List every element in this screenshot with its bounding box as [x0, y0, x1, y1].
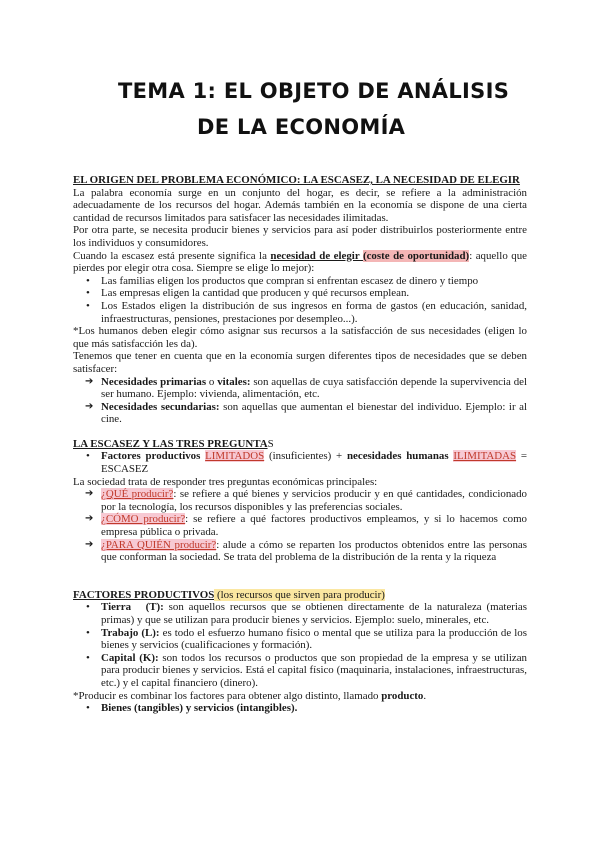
heading-text: LA ESCASEZ Y LAS TRES PREGUNTA: [73, 437, 268, 450]
text: (insuficientes) +: [264, 450, 347, 463]
list-item: [73, 627, 527, 652]
text: : se refiere a qué factores productivos empleamos, y si lo hacemos como empresa pública o privada.: [101, 513, 527, 539]
list-item: • Las familias eligen los productos que compran si enfrentan escasez de dinero y tiempo: [73, 275, 527, 288]
text: : aquello que pierdes por elegir otra cosa. Siempre se elige lo mejor):: [73, 249, 527, 275]
paragraph: Por otra parte, se necesita producir bienes y servicios para así poder distribuirlos posteriormente entre los individuos y consumidores.: [73, 224, 527, 249]
title-line-2: DE LA ECONOMÍA: [197, 115, 406, 139]
list-item: [73, 652, 527, 690]
list-item: • Los Estados eligen la distribución de sus ingresos en forma de gastos (en educación, sanidad, infraestructuras, pensiones, prestaciones por desempleo...).: [73, 300, 527, 325]
text: = ESCASEZ: [101, 450, 527, 476]
text: .: [423, 689, 427, 702]
list-item: [73, 513, 527, 538]
text: Cuando la escasez está presente significa la: [73, 249, 271, 262]
list-item: • Las empresas eligen la cantidad que producen y qué recursos emplean.: [73, 287, 527, 300]
choices-list: [73, 275, 527, 325]
term: Necesidades secundarias:: [101, 400, 220, 413]
question-como: ¿CÓMO producir?: [101, 513, 186, 526]
questions-list: [73, 488, 527, 564]
term: necesidades humanas: [346, 450, 449, 463]
paragraph: [73, 250, 527, 275]
term-code: (T):: [131, 601, 164, 614]
text: son todos los recursos o productos que son propiedad de la empresa y se utilizan para producir bienes y servicios. Está el capital físico (maquinaria, instalaciones, infraestructuras, etc.) y el capital financiero (dinero).: [101, 651, 527, 689]
term-code: (L):: [138, 626, 160, 639]
text: son aquellos recursos que se obtienen directamente de la naturaleza (materias primas) y que se utilizan para producir bienes y servicios. Ejemplo: suelo, minerales, etc.: [101, 601, 528, 626]
note: *Los humanos deben elegir cómo asignar sus recursos a la satisfacción de sus necesidades (eligen lo que más satisfacción les da).: [73, 325, 527, 350]
text: : alude a cómo se reparten los productos obtenidos entre las personas que conforman la sociedad. Se trata del problema de la distribución de la renta y la riqueza: [101, 538, 527, 564]
section-heading-escasez: [73, 438, 527, 451]
text: son aquellas que aumentan el bienestar del individuo. Ejemplo: ir al cine.: [101, 400, 527, 426]
term: producto: [381, 689, 424, 702]
term: Capital: [101, 651, 136, 664]
highlight-necesidad-elegir: necesidad de elegir: [270, 249, 363, 262]
text: o: [206, 375, 218, 388]
escasez-list: [73, 450, 527, 475]
term: Factores productivos: [101, 450, 206, 463]
question-que: ¿QUÉ producir?: [101, 488, 174, 501]
paragraph: Tenemos que tener en cuenta que en la economía surgen diferentes tipos de necesidades que se deben satisfacer:: [73, 350, 527, 375]
list-item: [73, 539, 527, 564]
list-item: [73, 488, 527, 513]
factors-list: [73, 601, 527, 689]
heading-text: S: [267, 437, 274, 450]
spacer: [73, 426, 527, 438]
section-heading-origen: EL ORIGEN DEL PROBLEMA ECONÓMICO: LA ESCASEZ, LA NECESIDAD DE ELEGIR: [73, 174, 520, 186]
needs-list: [73, 376, 527, 426]
text: son aquellas de cuya satisfacción depende la supervivencia del ser humano. Ejemplo: vivienda, alimentación, etc.: [101, 375, 527, 401]
term: vitales:: [217, 375, 251, 388]
text: *Producir es combinar los factores para obtener algo distinto, llamado: [73, 689, 382, 702]
text: es todo el esfuerzo humano físico o mental que se utiliza para la producción de los bienes y servicios (cualificaciones y formación).: [101, 626, 527, 652]
list-item: [73, 401, 527, 426]
note: [73, 690, 527, 703]
term-code: (K):: [135, 651, 159, 664]
paragraph: La sociedad trata de responder tres preguntas económicas principales:: [73, 475, 378, 488]
list-item: [73, 601, 527, 626]
highlight-limitados: LIMITADOS: [205, 450, 265, 463]
list-item: [73, 450, 527, 475]
title-line-1: TEMA 1: EL OBJETO DE ANÁLISIS: [118, 79, 510, 103]
text: : se refiere a qué bienes y servicios producir y en qué cantidades, condicionado por la tecnología, los recursos disponibles y las preferencias sociales.: [101, 488, 528, 513]
spacer: [73, 564, 527, 589]
products-list: [73, 702, 527, 715]
list-item: [73, 702, 527, 715]
heading-note: (los recursos que sirven para producir): [214, 588, 385, 601]
highlight-coste-oportunidad: (coste de oportunidad): [362, 249, 470, 262]
term: Bienes (tangibles) y servicios (intangibles).: [101, 702, 298, 715]
document-body: [73, 174, 527, 715]
list-item: [73, 376, 527, 401]
term: Trabajo: [101, 626, 139, 639]
highlight-ilimitadas: ILIMITADAS: [453, 450, 517, 463]
heading-text: FACTORES PRODUCTIVOS: [73, 588, 215, 601]
term: Tierra: [101, 601, 132, 614]
term: Necesidades primarias: [101, 375, 207, 388]
paragraph: La palabra economía surge en un conjunto del hogar, es decir, se refiere a la administración adecuadamente de los recursos del hogar. Además también en la economía se dispone de una cierta cantidad de recursos limitados para satisfacer las necesidades ilimitadas.: [73, 186, 527, 224]
section-heading-factores: [73, 589, 527, 602]
question-para-quien: ¿PARA QUIÉN producir?: [101, 538, 217, 551]
